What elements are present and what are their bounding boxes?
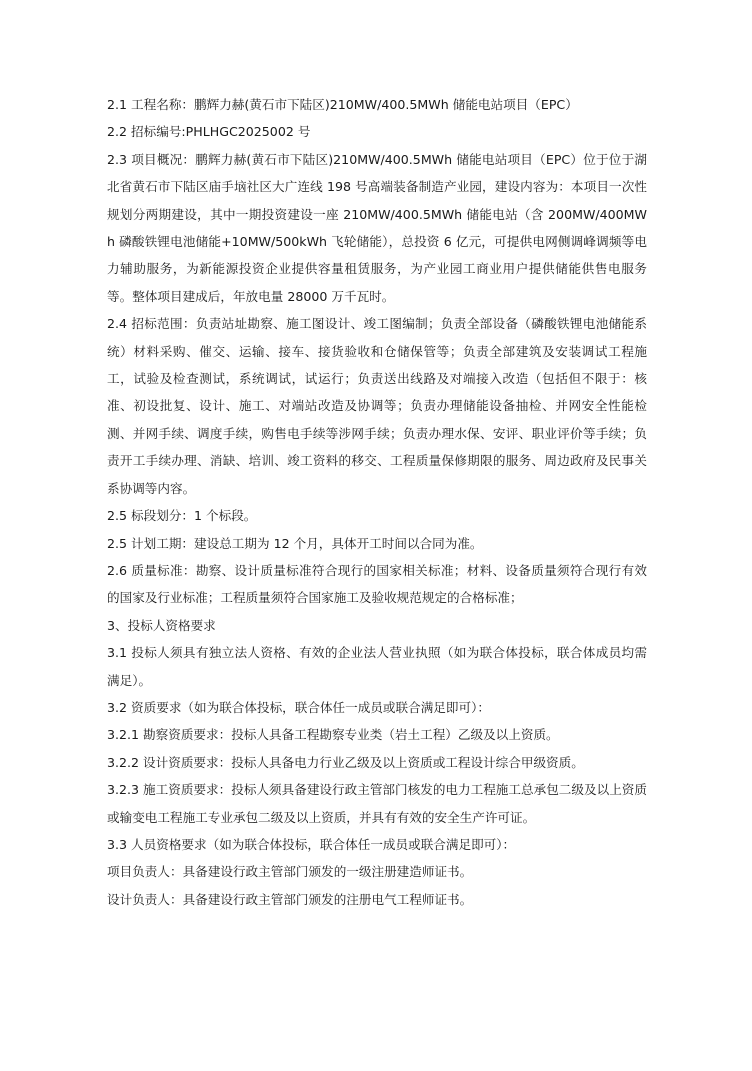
section-3-3-personnel: 3.3 人员资格要求（如为联合体投标，联合体任一成员或联合满足即可）： xyxy=(107,836,516,852)
section-2-5-schedule: 2.5 计划工期：建设总工期为 12 个月，具体开工时间以合同为准。 xyxy=(107,535,483,551)
section-2-2-tender-number: 2.2 招标编号:PHLHGC2025002 号 xyxy=(107,124,311,140)
section-2-5-lot-division: 2.5 标段划分：1 个标段。 xyxy=(107,508,257,524)
document-page xyxy=(107,91,647,913)
design-manager-requirement: 设计负责人：具备建设行政主管部门颁发的注册电气工程师证书。 xyxy=(107,891,473,907)
section-3-2-2-design-qualification: 3.2.2 设计资质要求：投标人具备电力行业乙级及以上资质或工程设计综合甲级资质。 xyxy=(107,754,584,770)
section-2-3-project-overview: 2.3 项目概况：鹏辉力赫(黄石市下陆区)210MW/400.5MWh 储能电站项目（EPC）位于位于湖北省黄石市下陆区庙手垴社区大广连线 198 号高端装备制造产业园，建设内容为：本项目一次性规划分两期建设，其中一期投资建设一座 210MW/400.5MWh 储能电站（含 200MW/400MWh 磷酸铁锂电池储能+10MW/500kWh 飞轮储能），总投资 6 亿元，可提供电网侧调峰调频等电力辅助服务，为新能源投资企业提供容量租赁服务，为产业园工商业用户提供储能供售电服务等。整体项目建成后，年放电量 28000 万千瓦时。 xyxy=(107,151,647,304)
section-2-1-project-name: 2.1 工程名称：鹏辉力赫(黄石市下陆区)210MW/400.5MWh 储能电站项目（EPC） xyxy=(107,97,578,112)
section-3-2-1-survey-qualification: 3.2.1 勘察资质要求：投标人具备工程勘察专业类（岩土工程）乙级及以上资质。 xyxy=(107,727,559,743)
section-2-6-quality-standard: 2.6 质量标准：勘察、设计质量标准符合现行的国家相关标准；材料、设备质量须符合现行有效的国家及行业标准；工程质量须符合国家施工及验收规范规定的合格标准； xyxy=(107,562,647,606)
section-3-1-legal-entity: 3.1 投标人须具有独立法人资格、有效的企业法人营业执照（如为联合体投标，联合体成员均需满足）。 xyxy=(107,645,647,688)
project-manager-requirement: 项目负责人：具备建设行政主管部门颁发的一级注册建造师证书。 xyxy=(107,864,473,880)
section-2-4-tender-scope: 2.4 招标范围：负责站址勘察、施工图设计、竣工图编制；负责全部设备（磷酸铁锂电池储能系统）材料采购、催交、运输、接车、接货验收和仓储保管等；负责全部建筑及安装调试工程施工，试验及检查测试，系统调试，试运行；负责送出线路及对端接入改造（包括但不限于：核准、初设批复、设计、施工、对端站改造及协调等；负责办理储能设备抽检、并网安全性能检测、并网手续、调度手续，购售电手续等涉网手续；负责办理水保、安评、职业评价等手续；负责开工手续办理、消缺、培训、竣工资料的移交、工程质量保修期限的服务、周边政府及民事关系协调等内容。 xyxy=(107,316,647,496)
section-3-2-3-construction-qualification: 3.2.3 施工资质要求：投标人须具备建设行政主管部门核发的电力工程施工总承包二级及以上资质或输变电工程施工专业承包二级及以上资质，并具有有效的安全生产许可证。 xyxy=(107,782,647,825)
section-3-2-qualification: 3.2 资质要求（如为联合体投标，联合体任一成员或联合满足即可）： xyxy=(107,699,490,715)
section-3-heading: 3、投标人资格要求 xyxy=(107,617,216,633)
